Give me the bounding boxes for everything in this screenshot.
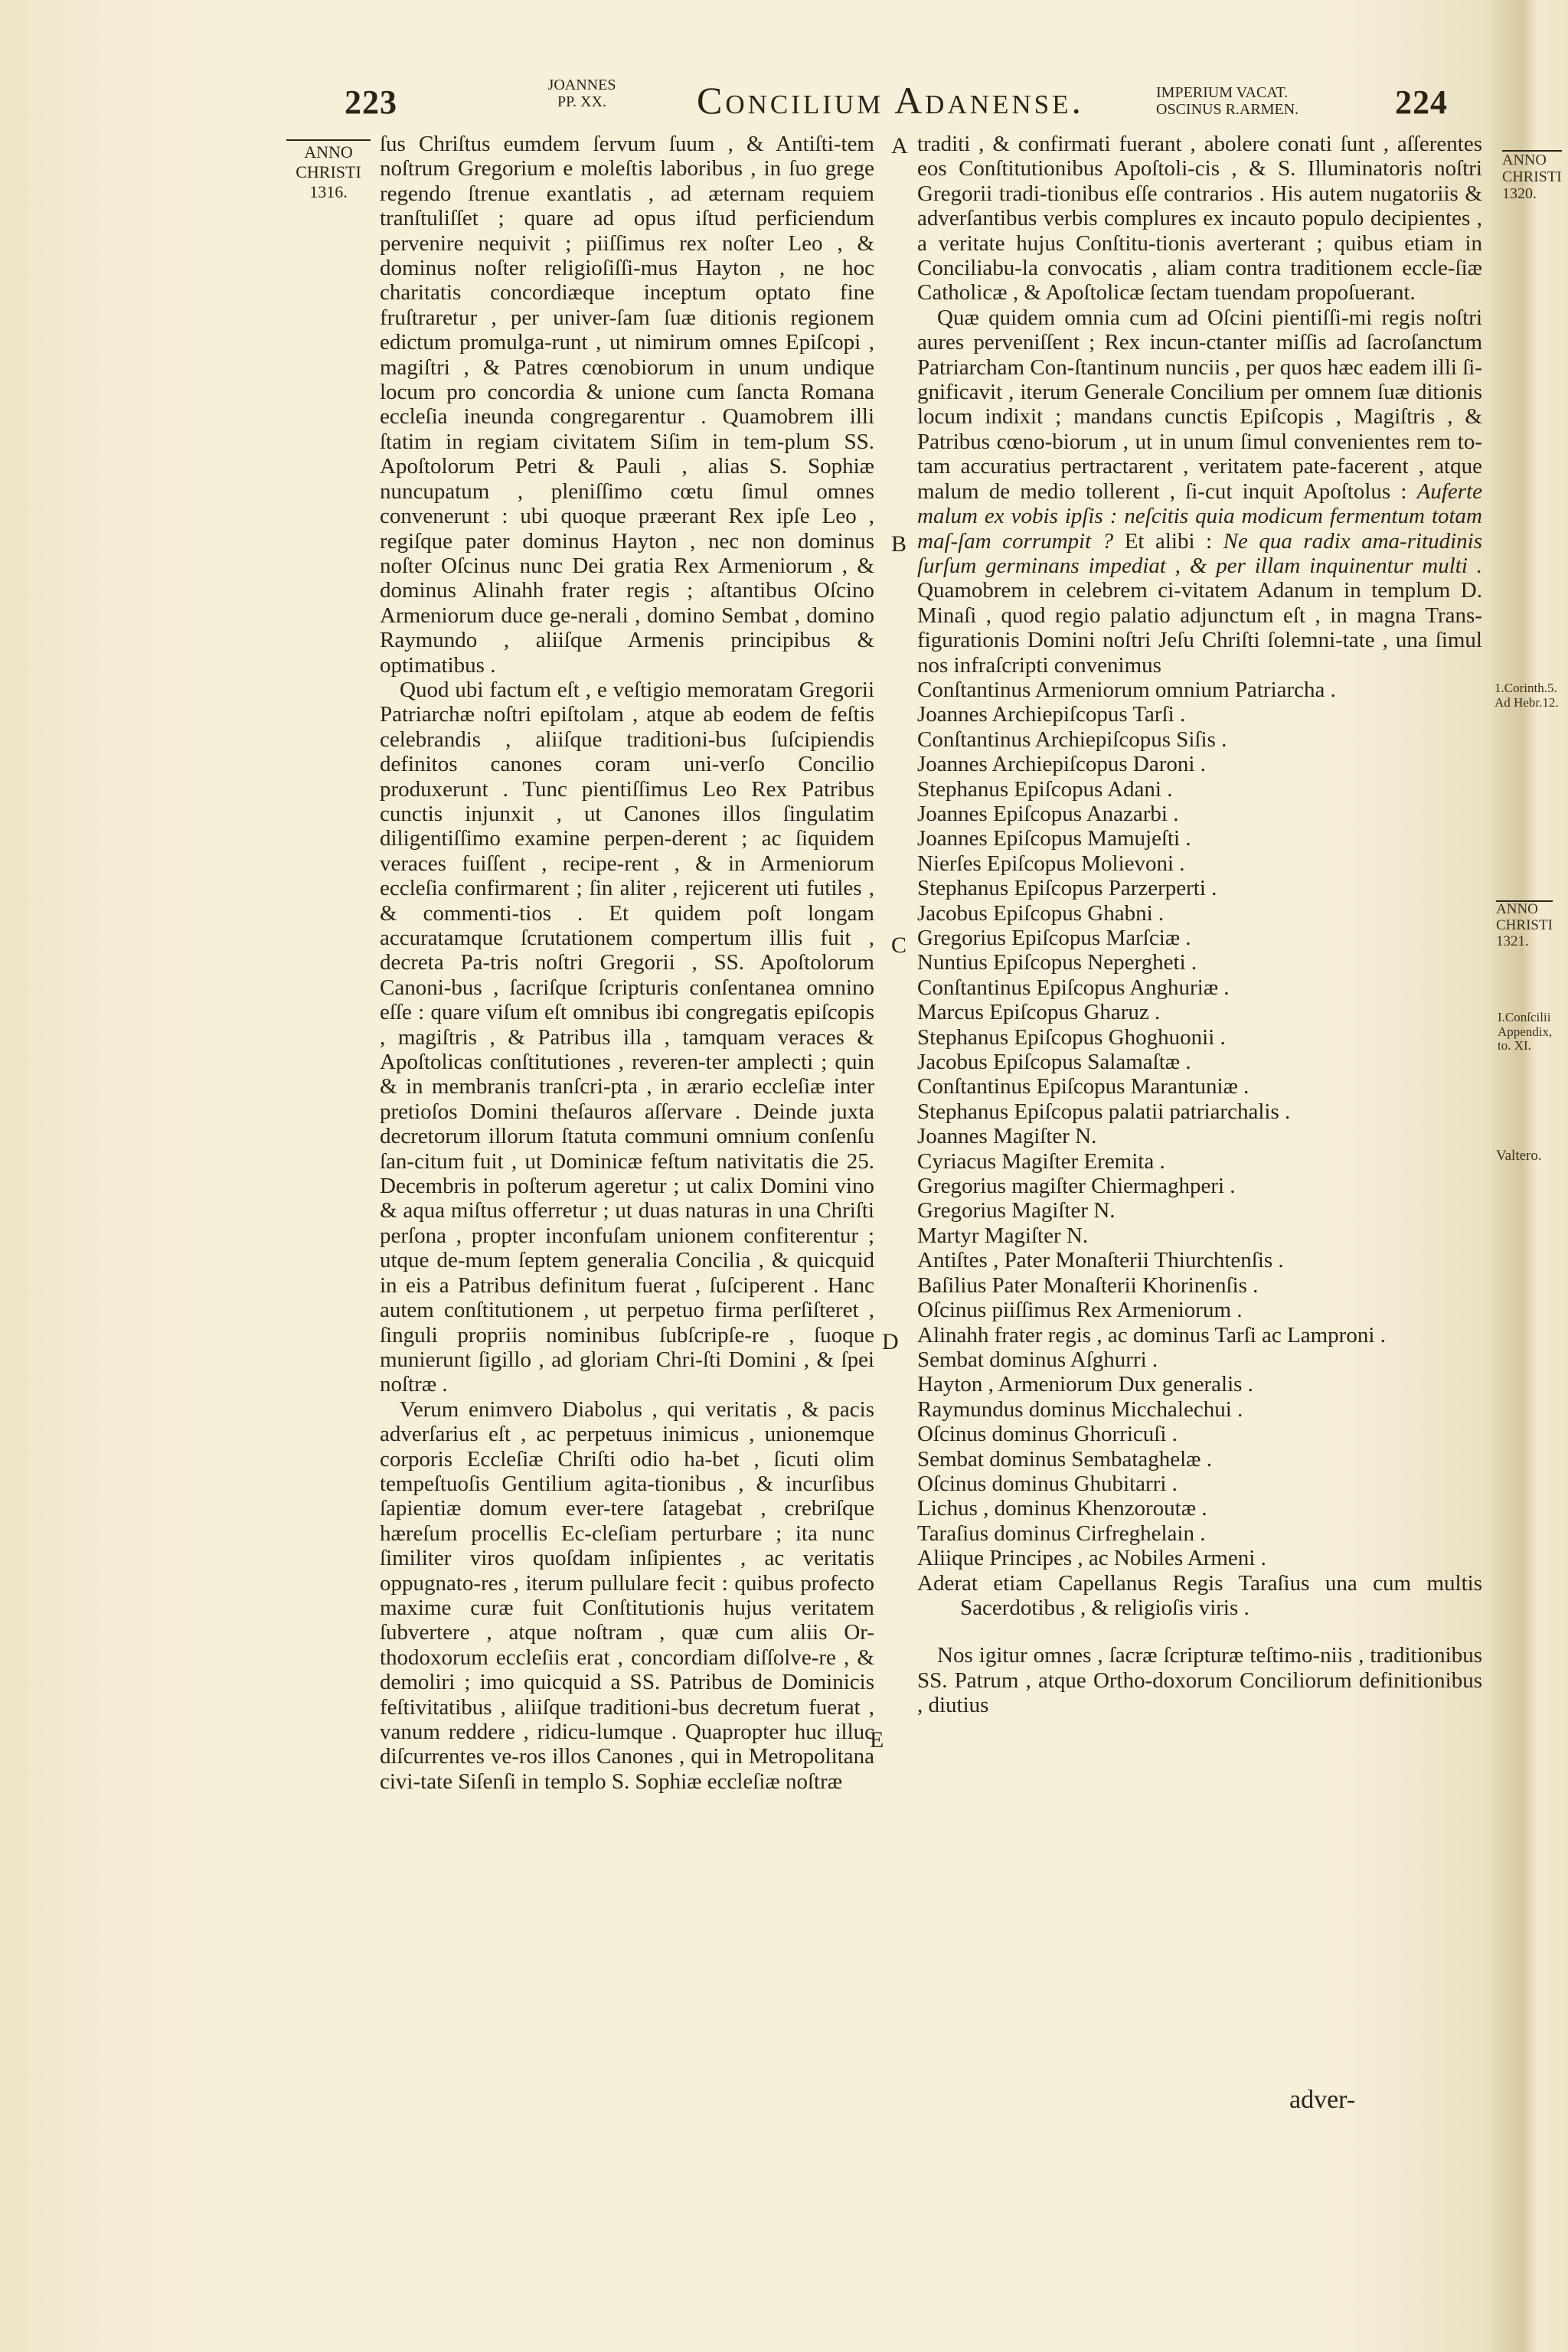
signatory-item: Joannes Archiepiſcopus Tarſi .	[917, 702, 1186, 727]
signatory-item: Sembat dominus Sembataghelæ .	[917, 1446, 1213, 1472]
section-letter-b: B	[891, 531, 907, 557]
next-note-valtero: Valtero.	[1496, 1148, 1542, 1164]
next-christi: CHRISTI	[1502, 168, 1562, 185]
signatory-item: Marcus Epiſcopus Gharuz .	[917, 1000, 1161, 1025]
right-head-line-1: IMPERIUM VACAT.	[1156, 84, 1289, 101]
next-year-2: 1321.	[1496, 933, 1529, 949]
signatory-item: Conſtantinus Epiſcopus Anghuriæ .	[917, 975, 1230, 1000]
running-header	[0, 74, 1491, 127]
signatory-item: Cyriacus Magiſter Eremita .	[917, 1148, 1165, 1174]
right-head-line-2: OSCINUS R.ARMEN.	[1156, 101, 1299, 118]
signatory-item: Gregorius magiſter Chiermaghperi .	[917, 1174, 1236, 1199]
christi-label: CHRISTI	[296, 162, 361, 181]
signatory-item: Joannes Magiſter N.	[917, 1124, 1097, 1149]
left-head-line-2: PP. XX.	[557, 93, 606, 110]
signatory-item: Stephanus Epiſcopus Ghoghuonii .	[917, 1024, 1226, 1050]
signatory-item: Oſcinus piiſſimus Rex Armeniorum .	[917, 1298, 1243, 1323]
left-paragraph: Verum enimvero Diabolus , qui veritatis , & pacis adverſarius eſt , ac perpetuus inimicus , unionemque corporis Eccleſiæ Chriſti odio ha-bet , ſicuti olim tempeſtuoſis Gentilium agita-tionibus , & incurſibus ſapientiæ domum ever-tere ſatagebat , crebriſque hæreſum procellis Ec-cleſiam perturbare ; ita nunc ſimiliter viros quoſdam inſipientes , ac veritatis oppugnato-res , iterum pullulare fecit : quibus profecto maxime curæ fuit Conſtitutionis hujus veritatem ſubvertere , atque noſtram , quæ cum aliis Or-thodoxorum eccleſiis erat , concordiam diſſolve-re , & demoliri ; imo quicquid a SS. Patribus de Dominicis feſtivitatibus , aliiſque traditioni-bus decretum fuerat , vanum reddere , ridicu-lumque . Quapropter huc illuc diſcurrentes ve-ros illos Canones , qui in Metropolitana civi-tate Siſenſi in templo S. Sophiæ eccleſiæ noſtræ	[380, 1396, 874, 1794]
signatory-item: Jacobus Epiſcopus Salamaſtæ .	[917, 1050, 1191, 1075]
signatory-item: Nuntius Epiſcopus Nepergheti .	[917, 950, 1197, 975]
signatory-item: Oſcinus dominus Ghubitarri .	[917, 1471, 1178, 1496]
right-paragraph-decree	[917, 305, 1482, 678]
next-note-concil-3: to. XI.	[1498, 1038, 1531, 1054]
signatory-item: Martyr Magiſter N.	[917, 1223, 1089, 1248]
signatory-item: Stephanus Epiſcopus Adani .	[917, 776, 1173, 802]
page-title: Concilium Adanense.	[697, 79, 1085, 122]
next-page-edge	[1491, 0, 1568, 2352]
signatory-item: Aderat etiam Capellanus Regis Taraſius una cum multis Sacerdotibus , & religioſis viris .	[917, 1570, 1482, 1620]
catchword: adver-	[1289, 2086, 1356, 2114]
decree-text: Quæ quidem omnia cum ad Oſcini pientiſſi-mi regis noſtri aures perveniſſent ; Rex incun-ctanter miſſis ad ſacroſanctum Patriarcham Con-ſtantinum nunciis , per quos hæc eadem illi ſi-gnificavit , iterum Generale Concilium per omnem ſuæ ditionis locum indixit ; mandans cunctis Epiſcopis , Magiſtris , & Patribus cœno-biorum , ut in unum ſimul convenientes rem to-tam accuratius pertractarent , veritatem pate-facerent , atque malum de medio tollerent , ſi-cut inquit Apoſtolus :	[917, 305, 1482, 504]
section-letter-d: D	[882, 1329, 899, 1354]
year-label: 1316.	[309, 182, 348, 201]
next-anno-2: ANNO	[1496, 901, 1538, 917]
signatory-item: Jacobus Epiſcopus Ghabni .	[917, 900, 1165, 926]
next-note-concil-2: Appendix,	[1498, 1024, 1553, 1039]
next-note-concil-1: I.Conſcilii	[1498, 1010, 1551, 1024]
signatory-item: Conſtantinus Epiſcopus Marantuniæ .	[917, 1074, 1250, 1099]
signatory-item: Stephanus Epiſcopus palatii patriarchalis .	[917, 1099, 1291, 1124]
signatory-item: Baſilius Pater Monaſterii Khorinenſis .	[917, 1272, 1259, 1298]
section-letter-e: E	[870, 1727, 884, 1753]
left-paragraph: Quod ubi factum eſt , e veſtigio memoratam Gregorii Patriarchæ noſtri epiſtolam , atque ab eodem de feſtis celebrandis , aliiſque traditioni-bus ſuſcipiendis definitos canones coram uni-verſo Concilio produxerunt . Tunc pientiſſimus Leo Rex Patribus cunctis injunxit , ut Canones illos ſingulatim diligentiſſimo examine perpen-derent ; ac ſiquidem veraces fuiſſent , recipe-rent , & in Armeniorum eccleſia confirmarent ; ſin aliter , rejicerent uti futiles , & commenti-tios . Et quidem poſt longam accuratamque ſcrutationem compertum illis fuit , decreta Pa-tris noſtri Gregorii , SS. Apoſtolorum Canoni-bus , ſacriſque ſcripturis conſentanea omnino eſſe : quare viſum eſt omnibus ibi congregatis epiſcopis , magiſtris , & Patribus illa , tamquam veraces & Apoſtolicas conſtitutiones , reveren-ter amplecti ; quin & in membranis tranſcri-pta , in ærario eccleſiæ inter pretioſos Domini theſauros aſſervare . Deinde juxta decretorum illorum ſtatuta communi omnium conſenſu ſan-citum fuit , ut Dominicæ feſtum nativitatis die 25. Decembris in poſterum ageretur ; ut calix Domini vino & aqua miſtus offerretur ; ut duas naturas in una Chriſti perſona , propter inconfuſam unionem confiterentur ; utque de-mum ſeptem generalia Concilia , & quicquid in eis a Patribus definitum fuerat , ſuſciperent . Hanc autem conſtitutionem , ut perpetuo firma perſiſteret , ſinguli propriis nominibus ſubſcripſe-re , ſuoque munierunt ſigillo , ad gloriam Chri-ſti Domini , & ſpei noſtræ .	[380, 677, 874, 1397]
left-text-column	[380, 132, 874, 1794]
next-anno: ANNO	[1502, 152, 1547, 168]
signatory-item: Joannes Epiſcopus Anazarbi .	[917, 801, 1179, 826]
signatory-item: Conſtantinus Armeniorum omnium Patriarcha .	[917, 677, 1336, 702]
signatory-item: Hayton , Armeniorum Dux generalis .	[917, 1372, 1253, 1397]
signatory-list	[917, 678, 1482, 1620]
year-margin-note	[286, 139, 371, 202]
signatory-item: Conſtantinus Archiepiſcopus Siſis .	[917, 727, 1227, 752]
signatory-item: Stephanus Epiſcopus Parzerperti .	[917, 876, 1217, 901]
decree-text-between: Et alibi :	[1124, 528, 1213, 554]
signatory-item: Sembat dominus Aſghurri .	[917, 1347, 1158, 1372]
signatory-item: Joannes Archiepiſcopus Daroni .	[917, 752, 1206, 777]
signatory-item: Gregorius Magiſter N.	[917, 1198, 1116, 1223]
signatory-item: Aliique Principes , ac Nobiles Armeni .	[917, 1546, 1266, 1571]
next-year: 1320.	[1502, 185, 1537, 202]
section-letter-c: C	[891, 933, 907, 958]
left-running-head	[536, 77, 628, 110]
next-note-hebr: Ad Hebr.12.	[1494, 694, 1559, 710]
signatory-item: Nierſes Epiſcopus Molievoni .	[917, 851, 1185, 876]
closing-paragraph: Nos igitur omnes , ſacræ ſcripturæ teſtimo-niis , traditionibus SS. Patrum , atque Ortho-doxorum Conciliorum definitionibus , diutius	[917, 1643, 1482, 1718]
anno-label: ANNO	[304, 142, 353, 162]
signatory-item: Oſcinus dominus Ghorricuſi .	[917, 1422, 1178, 1447]
signatory-item: Antiſtes , Pater Monaſterii Thiurchtenſis .	[917, 1248, 1284, 1273]
section-letter-a: A	[891, 133, 908, 158]
right-page-number: 224	[1395, 83, 1448, 121]
scripture-quote-1: Auferte malum ex vobis ipſis : neſcitis quia modicum fermentum totam maſ-ſam corrumpit ?	[917, 479, 1482, 554]
left-page-number: 223	[345, 83, 397, 121]
left-head-line-1: JOANNES	[547, 77, 616, 93]
next-christi-2: CHRISTI	[1496, 916, 1553, 933]
signatory-item: Alinahh frater regis , ac dominus Tarſi ac Lamproni .	[917, 1322, 1386, 1348]
signatory-item: Taraſius dominus Cirfreghelain .	[917, 1521, 1206, 1546]
signatory-item: Joannes Epiſcopus Mamujeſti .	[917, 826, 1191, 851]
scripture-quote-2: Ne qua radix ama-ritudinis ſurſum germinans impediat , & per illam inquinentur multi .	[917, 528, 1482, 578]
right-text-column	[917, 132, 1482, 1718]
signatory-item: Gregorius Epiſcopus Marſciæ .	[917, 926, 1191, 950]
next-note-corinth: 1.Corinth.5.	[1494, 681, 1557, 695]
left-paragraph: ſus Chriſtus eumdem ſervum ſuum , & Antiſti-tem noſtrum Gregorium e moleſtis laboribus , in ſuo grege regendo ſtrenue exantlatis , ad æternam requiem tranſtuliſſet ; quare ad opus iſtud perficiendum pervenire nequivit ; piiſſimus rex noſter Leo , & dominus noſter religioſiſſi-mus Hayton , ne hoc charitatis concordiæque inceptum optato fine fruſtraretur , per univer-ſam ſuæ ditionis regionem edictum promulga-runt , ut nimirum omnes Epiſcopi , magiſtri , & Patres cœnobiorum in unum undique locum pro concordia & unione cum ſancta Romana eccleſia ineunda congregarentur . Quamobrem illi ſtatim in regiam civitatem Siſim in tem-plum SS. Apoſtolorum Petri & Pauli , alias S. Sophiæ nuncupatum , pleniſſimo cœtu ſimul omnes convenerunt : ubi quoque præerant Rex ipſe Leo , regiſque pater dominus Hayton , nec non dominus noſter Oſcinus nunc Dei gratia Rex Armeniorum , & dominus Alinahh frater regis ; aſtantibus Oſcino Armeniorum duce ge-nerali , domino Sembat , domino Raymundo , aliiſque Armenis principibus & optimatibus .	[380, 132, 874, 678]
signatory-item: Raymundus dominus Micchalechui .	[917, 1396, 1243, 1422]
right-running-head	[1156, 84, 1348, 118]
signatory-item: Lichus , dominus Khenzoroutæ .	[917, 1496, 1207, 1521]
right-paragraph-intro: traditi , & confirmati fuerant , abolere conati ſunt , aſſerentes eos Conſtitutionibus Apoſtoli-cis , & S. Illuminatoris noſtri Gregorii tradi-tionibus eſſe contrarios . His autem nugatoriis & adverſantibus verbis complures ex incauto populo decipientes , a veritate hujus Conſtitu-tionis averterant ; quibus etiam in Conciliabu-la convocatis , aliam contra traditionem eccle-ſiæ Catholicæ , & Apoſtolicæ ſectam tuendam propoſuerant.	[917, 132, 1482, 305]
decree-text-after: Quamobrem in celebrem ci-vitatem Adanum in templum D. Minaſi , quod regio palatio adjunctum eſt , in magna Trans-figurationis Domini noſtri Jeſu Chriſti ſolemni-tate , una ſimul nos infraſcripti convenimus	[917, 578, 1482, 678]
